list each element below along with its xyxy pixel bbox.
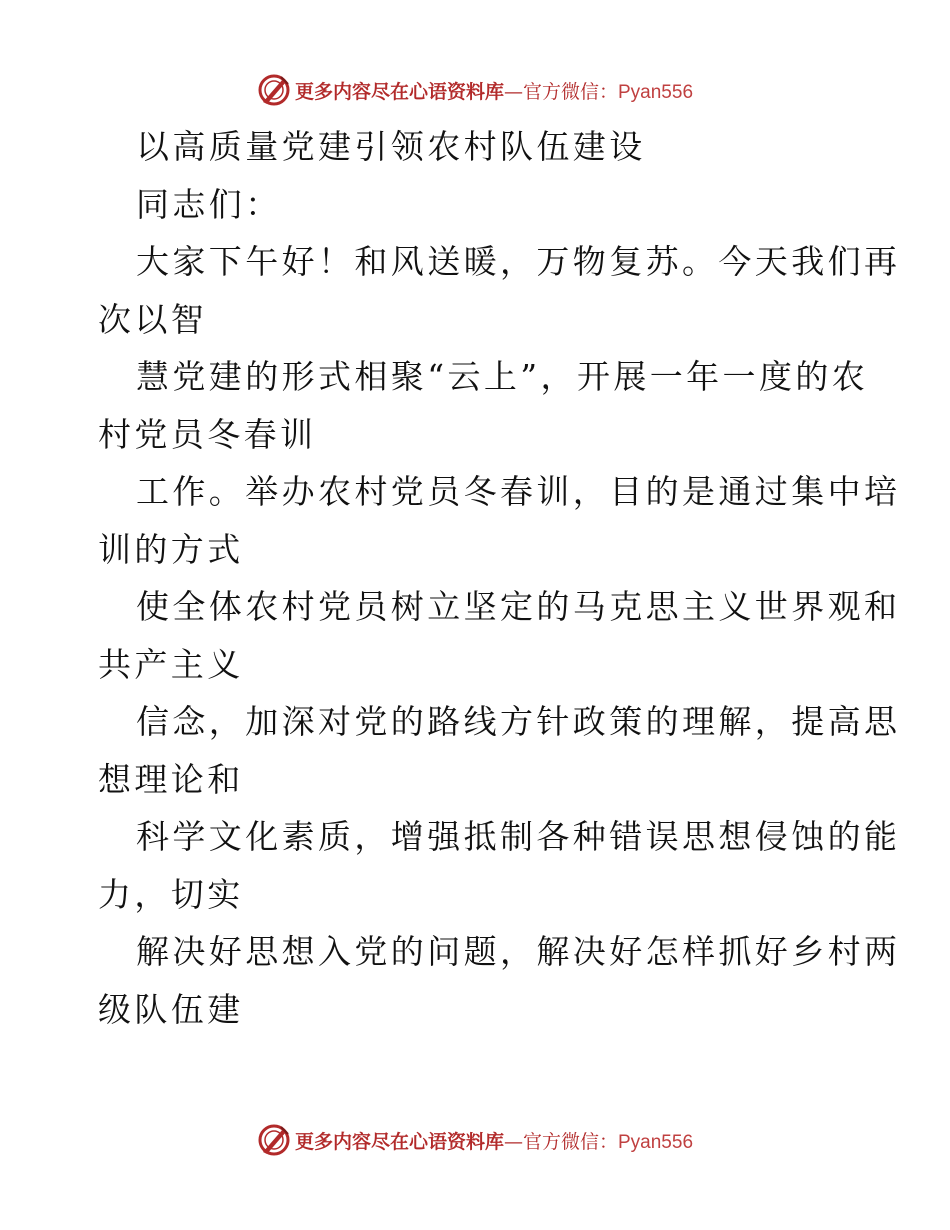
watermark-text: 更多内容尽在心语资料库 <box>294 1130 504 1153</box>
paragraph-line: 解决好思想入党的问题，解决好怎样抓好乡村两 <box>136 932 901 971</box>
watermark-separator: — <box>503 80 523 103</box>
paragraph-line: 共产主义 <box>98 644 244 684</box>
watermark-text: 更多内容尽在心语资料库 <box>294 80 504 103</box>
wechat-id: Pyan556 <box>618 1131 694 1153</box>
paragraph-line: 慧党建的形式相聚“云上”，开展一年一度的农 <box>136 357 869 396</box>
wechat-label: 官方微信： <box>522 80 618 103</box>
paragraph-line: 使全体农村党员树立坚定的马克思主义世界观和 <box>136 587 901 626</box>
paragraph-line: 训的方式 <box>98 529 244 569</box>
paragraph-line: 力，切实 <box>98 874 244 914</box>
paragraph-line: 想理论和 <box>98 759 244 799</box>
quill-pen-logo-icon <box>257 73 291 107</box>
paragraph-line: 村党员冬春训 <box>98 414 317 454</box>
wechat-label: 官方微信： <box>522 1130 618 1153</box>
watermark-separator: — <box>503 1130 523 1153</box>
paragraph-line: 次以智 <box>98 299 208 339</box>
header-watermark <box>0 70 950 110</box>
quill-pen-logo-icon <box>257 1123 291 1157</box>
document-title: 以高质量党建引领农村队伍建设 <box>136 127 646 166</box>
paragraph-line: 科学文化素质，增强抵制各种错误思想侵蚀的能 <box>136 817 901 856</box>
wechat-id: Pyan556 <box>618 81 694 103</box>
footer-watermark <box>0 1120 950 1160</box>
paragraph-line: 大家下午好！和风送暖，万物复苏。今天我们再 <box>136 242 901 281</box>
salutation: 同志们： <box>136 184 282 224</box>
document-body <box>98 118 901 1038</box>
paragraph-line: 工作。举办农村党员冬春训，目的是通过集中培 <box>136 472 901 511</box>
paragraph-line: 信念，加深对党的路线方针政策的理解，提高思 <box>136 702 901 741</box>
paragraph-line: 级队伍建 <box>98 989 244 1029</box>
